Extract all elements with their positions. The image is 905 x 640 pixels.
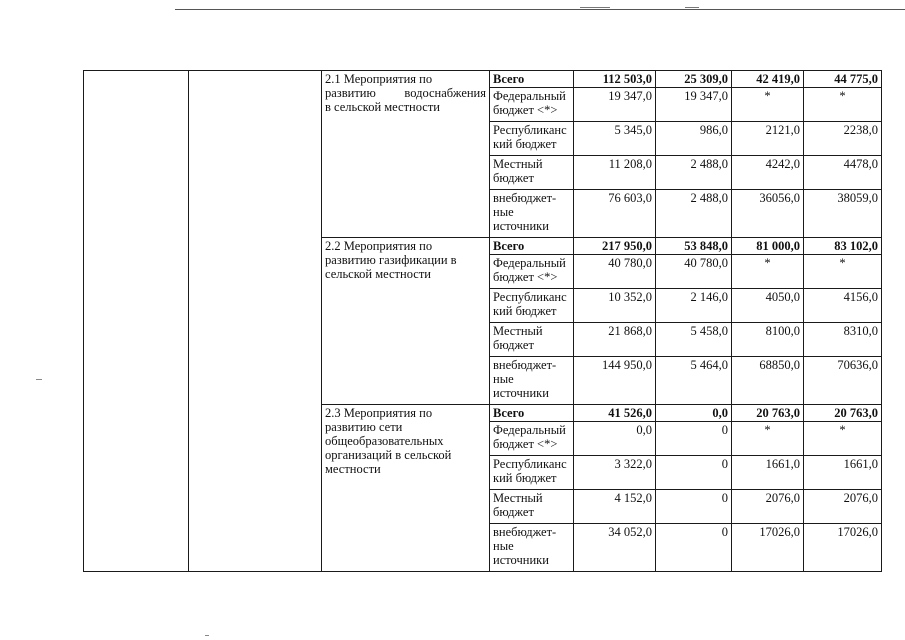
funding-source: Местный бюджет	[490, 156, 574, 190]
amount-cell: 1661,0	[732, 456, 804, 490]
activity-title-line: 2.1 Мероприятия по	[325, 72, 433, 86]
amount-cell: 25 309,0	[656, 71, 732, 88]
blank-number-column	[84, 71, 189, 572]
activity-title-line: 2.2 Мероприятия по	[325, 239, 433, 253]
amount-cell: 0	[656, 456, 732, 490]
amount-cell: 0	[656, 524, 732, 572]
amount-cell: 10 352,0	[574, 289, 656, 323]
header-rule-fragment	[685, 7, 699, 8]
amount-cell: *	[804, 88, 882, 122]
amount-cell: 17026,0	[804, 524, 882, 572]
amount-cell: 8100,0	[732, 323, 804, 357]
amount-cell: 11 208,0	[574, 156, 656, 190]
amount-cell: 2121,0	[732, 122, 804, 156]
funding-source: Федеральный бюджет <*>	[490, 422, 574, 456]
amount-cell: 83 102,0	[804, 238, 882, 255]
amount-cell: 21 868,0	[574, 323, 656, 357]
amount-cell: 144 950,0	[574, 357, 656, 405]
funding-source: Всего	[490, 405, 574, 422]
funding-source: Республиканс кий бюджет	[490, 289, 574, 323]
amount-cell: 5 345,0	[574, 122, 656, 156]
amount-cell: *	[732, 255, 804, 289]
amount-cell: 0	[656, 490, 732, 524]
amount-cell: 8310,0	[804, 323, 882, 357]
funding-source: Местный бюджет	[490, 490, 574, 524]
amount-cell: 4242,0	[732, 156, 804, 190]
amount-cell: 3 322,0	[574, 456, 656, 490]
amount-cell: 4156,0	[804, 289, 882, 323]
amount-cell: 20 763,0	[732, 405, 804, 422]
amount-cell: 986,0	[656, 122, 732, 156]
amount-cell: 53 848,0	[656, 238, 732, 255]
amount-cell: 112 503,0	[574, 71, 656, 88]
amount-cell: *	[732, 88, 804, 122]
funding-source: Федеральный бюджет <*>	[490, 88, 574, 122]
amount-cell: 0	[656, 422, 732, 456]
amount-cell: 4478,0	[804, 156, 882, 190]
amount-cell: 1661,0	[804, 456, 882, 490]
amount-cell: 81 000,0	[732, 238, 804, 255]
amount-cell: 2076,0	[804, 490, 882, 524]
funding-source: Всего	[490, 238, 574, 255]
amount-cell: 217 950,0	[574, 238, 656, 255]
funding-source: внебюджет-ные источники	[490, 357, 574, 405]
funding-source: внебюджет-ные источники	[490, 524, 574, 572]
amount-cell: 19 347,0	[656, 88, 732, 122]
amount-cell: 5 464,0	[656, 357, 732, 405]
activity-title-line: развитию газификации в	[325, 253, 457, 267]
activity-title-line: общеобразовательных	[325, 434, 444, 448]
activity-title-line: развитию водоснабжения	[325, 86, 486, 100]
header-rule-fragment	[580, 7, 610, 8]
amount-cell: 34 052,0	[574, 524, 656, 572]
activity-title-line: 2.3 Мероприятия по	[325, 406, 433, 420]
amount-cell: 40 780,0	[656, 255, 732, 289]
funding-source: Местный бюджет	[490, 323, 574, 357]
amount-cell: 2 488,0	[656, 190, 732, 238]
funding-source: Федеральный бюджет <*>	[490, 255, 574, 289]
amount-cell: 70636,0	[804, 357, 882, 405]
budget-table	[83, 70, 882, 572]
amount-cell: 68850,0	[732, 357, 804, 405]
amount-cell: 4050,0	[732, 289, 804, 323]
funding-source: внебюджет-ные источники	[490, 190, 574, 238]
amount-cell: 2076,0	[732, 490, 804, 524]
amount-cell: 40 780,0	[574, 255, 656, 289]
activity-title	[322, 238, 490, 405]
scan-mark	[36, 379, 42, 380]
section-total-row	[84, 71, 882, 88]
amount-cell: 5 458,0	[656, 323, 732, 357]
amount-cell: 0,0	[574, 422, 656, 456]
blank-program-column	[189, 71, 322, 572]
activity-title-line: развитию сети	[325, 420, 403, 434]
scan-mark	[205, 635, 209, 636]
activity-title-line: в сельской местности	[325, 100, 440, 114]
funding-source: Всего	[490, 71, 574, 88]
amount-cell: *	[732, 422, 804, 456]
amount-cell: 4 152,0	[574, 490, 656, 524]
amount-cell: 36056,0	[732, 190, 804, 238]
activity-title-line: местности	[325, 462, 381, 476]
activity-title	[322, 71, 490, 238]
funding-source: Республиканс кий бюджет	[490, 456, 574, 490]
amount-cell: 44 775,0	[804, 71, 882, 88]
amount-cell: 20 763,0	[804, 405, 882, 422]
amount-cell: 2 488,0	[656, 156, 732, 190]
funding-source: Республиканс кий бюджет	[490, 122, 574, 156]
amount-cell: 19 347,0	[574, 88, 656, 122]
amount-cell: *	[804, 422, 882, 456]
amount-cell: 0,0	[656, 405, 732, 422]
amount-cell: 2 146,0	[656, 289, 732, 323]
amount-cell: 41 526,0	[574, 405, 656, 422]
amount-cell: *	[804, 255, 882, 289]
amount-cell: 76 603,0	[574, 190, 656, 238]
header-rule	[175, 9, 905, 10]
activity-title-line: сельской местности	[325, 267, 431, 281]
activity-title	[322, 405, 490, 572]
amount-cell: 2238,0	[804, 122, 882, 156]
budget-table-body	[84, 71, 882, 572]
amount-cell: 38059,0	[804, 190, 882, 238]
amount-cell: 17026,0	[732, 524, 804, 572]
activity-title-line: организаций в сельской	[325, 448, 452, 462]
amount-cell: 42 419,0	[732, 71, 804, 88]
